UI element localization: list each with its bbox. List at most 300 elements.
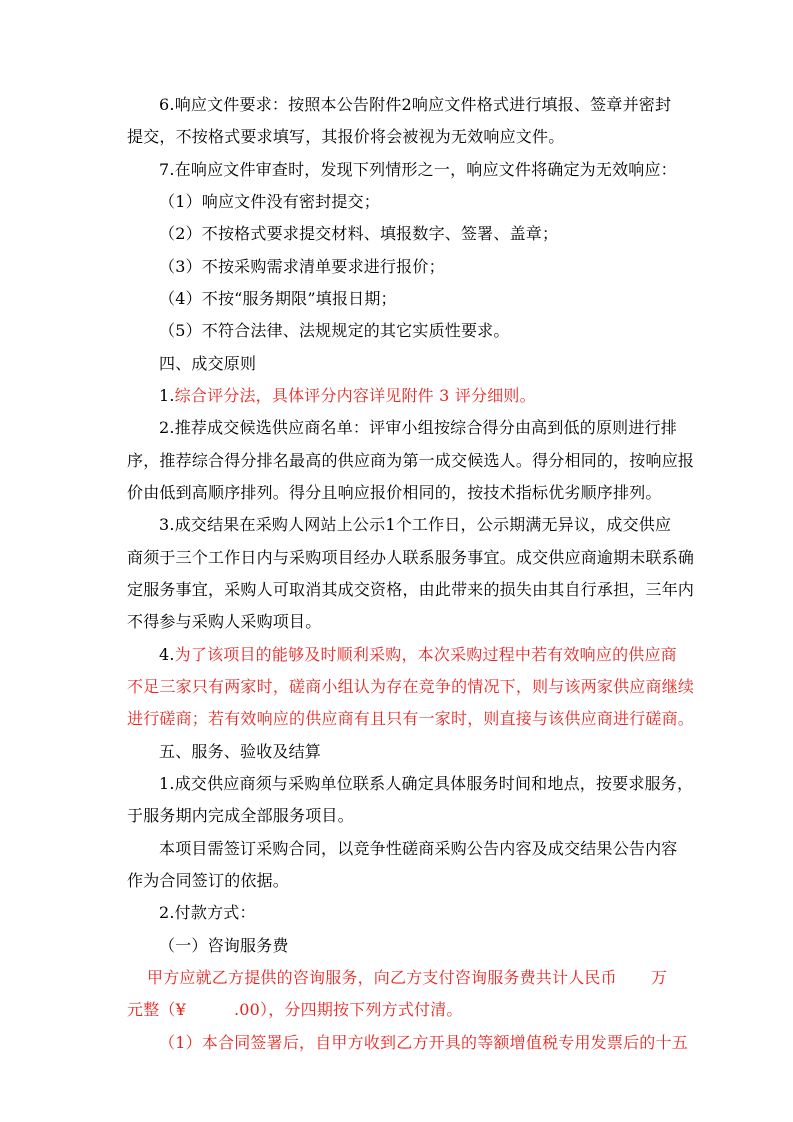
glyph: 本 [320,95,337,114]
glyph: 采 [255,515,272,534]
glyph: 无 [541,515,558,534]
glyph: 要 [612,774,629,793]
glyph: 。 [499,548,516,567]
glyph: 行 [644,418,661,437]
glyph: 交 [532,548,549,567]
glyph: 的 [461,1033,478,1052]
glyph: 需 [207,839,224,858]
glyph: 荐 [175,451,192,470]
glyph: 人 [256,580,273,599]
glyph: 人 [386,548,403,567]
glyph: 目 [191,839,208,858]
glyph: 高 [305,451,322,470]
glyph: 交 [564,839,581,858]
glyph: 报 [677,451,695,470]
glyph: 事 [175,580,192,599]
glyph: 应 [564,548,581,567]
list-item: （5）不符合法律、法规规定的其它实质性要求。 [159,321,510,340]
glyph: 的 [483,580,500,599]
glyph: . [169,95,175,114]
glyph: 章 [606,95,623,114]
glyph: 则 [532,677,549,696]
glyph: 网 [304,515,321,534]
glyph: 的 [321,451,338,470]
glyph: 事 [467,548,484,567]
glyph: 6 [159,95,170,114]
glyph: 作 [428,515,445,534]
glyph: 内 [499,839,516,858]
glyph: 成 [547,839,565,858]
glyph: 在 [239,515,256,534]
glyph: 商 [580,548,597,567]
glyph: 结 [580,839,597,858]
glyph: 服 [644,774,661,793]
glyph: 购 [240,580,257,599]
glyph: 系 [661,548,678,567]
glyph: 方 [412,1033,429,1052]
glyph: 联 [352,774,370,793]
glyph: 与 [548,677,565,696]
glyph: 果 [223,515,240,534]
glyph: 并 [622,95,639,114]
glyph: 项 [321,548,338,567]
glyph: ， [272,677,290,696]
glyph: 与 [271,774,289,793]
glyph: 按 [288,95,305,114]
glyph: 同 [304,839,322,858]
glyph: 购 [272,839,289,858]
paragraph-line [159,774,694,794]
glyph: 未 [629,548,646,567]
paragraph-line [159,95,672,115]
glyph: 按 [595,774,613,793]
glyph: 来 [467,580,484,599]
glyph: 两 [224,677,241,696]
glyph: 要 [239,95,256,114]
glyph: 日 [444,515,461,534]
glyph: 低 [563,418,580,437]
glyph: 确 [401,774,418,793]
glyph: 下 [499,677,516,696]
glyph: 商 [304,418,321,437]
glyph: 成 [515,548,533,567]
glyph: 失 [515,580,533,599]
paragraph-line: 作为合同签订的依据。 [127,871,290,890]
glyph: 磋 [289,677,306,696]
glyph: 商 [370,451,387,470]
glyph: 方 [347,1033,364,1052]
glyph: 本 [159,839,176,858]
glyph: 在 [402,677,419,696]
glyph: ， [321,839,338,858]
glyph: 其 [321,580,338,599]
paragraph-line [127,548,695,568]
glyph: ， [590,515,607,534]
glyph: 足 [143,677,160,696]
sub-heading: 2.付款方式： [159,903,256,922]
glyph: 务 [482,774,499,793]
glyph: 消 [305,580,322,599]
glyph: 推 [174,418,191,437]
glyph: 2 [401,95,412,114]
glyph: 定 [417,774,434,793]
list-item: （4）不按“服务期限”填报日期； [159,289,397,308]
glyph: 以 [337,839,354,858]
glyph: 公 [352,515,370,534]
glyph: 性 [385,839,403,858]
glyph: 值 [525,1033,543,1052]
glyph: 。 [515,451,533,470]
glyph: 响 [411,95,429,114]
glyph: 为 [370,677,387,696]
glyph: 上 [336,515,353,534]
glyph: 果 [596,839,613,858]
glyph: 及 [531,839,548,858]
glyph: 应 [654,515,672,534]
glyph: 点 [563,774,580,793]
glyph: 个 [191,548,209,567]
glyph: 推 [159,451,176,470]
glyph: 单 [320,774,337,793]
glyph: 承 [596,580,614,599]
glyph: 办 [370,548,387,567]
highlighted-line [127,677,695,697]
glyph: 合 [208,451,225,470]
sub-heading: （一）咨询服务费 [159,936,289,955]
glyph: 供 [207,774,224,793]
glyph: 人 [385,774,402,793]
glyph: 购 [305,548,322,567]
glyph: ， [402,580,419,599]
glyph: 得 [532,451,549,470]
glyph: 件 [460,95,477,114]
glyph: （ [159,1033,176,1052]
glyph: 分 [240,451,257,470]
glyph: 宜 [191,580,209,599]
glyph: 须 [255,774,272,793]
glyph: 票 [606,1033,624,1052]
glyph: 到 [380,1033,397,1052]
glyph: 综 [191,451,209,470]
glyph: 填 [541,95,558,114]
glyph: 工 [208,548,225,567]
glyph: 经 [353,548,371,567]
glyph: 体 [450,774,467,793]
glyph: 名 [320,418,337,437]
item-number: 1. [159,386,175,405]
glyph: 作 [224,548,241,567]
highlighted-line [127,1000,463,1020]
section-heading: 四、成交原则 [159,354,257,373]
glyph: 只 [191,677,209,696]
glyph: 分 [498,418,515,437]
glyph: 候 [239,418,256,437]
glyph: 选 [483,451,500,470]
glyph: 应 [288,418,305,437]
glyph: 报 [557,95,574,114]
glyph: 成 [337,580,354,599]
glyph: 分 [548,451,565,470]
glyph: 内 [645,839,662,858]
paragraph-line [127,451,695,471]
glyph: 议 [573,515,591,534]
glyph: 于 [159,548,176,567]
glyph: 十 [655,1033,672,1052]
paragraph-line: 7.在响应文件审查时，发现下列情形之一，响应文件将确定为无效响应： [159,160,677,179]
glyph: 签 [223,839,241,858]
glyph: 相 [564,451,581,470]
glyph: 按 [629,451,646,470]
glyph: 3 [159,515,170,534]
glyph: 格 [476,95,493,114]
amount-suffix: .00），分四期按下列方式付清。 [233,1000,463,1019]
highlighted-line: 进行磋商；若有效响应的供应商有且只有一家时，则直接与该供应商进行磋商。 [127,709,695,728]
glyph: 系 [418,548,435,567]
glyph: 服 [434,548,452,567]
glyph: 资 [370,580,387,599]
glyph: 组 [337,677,354,696]
list-item: （1）响应文件没有密封提交； [159,192,380,211]
section-heading: 五、服务、验收及结算 [159,742,322,761]
glyph: 继 [661,677,678,696]
glyph: 可 [272,580,290,599]
glyph: 到 [547,418,564,437]
glyph: 告 [483,839,500,858]
glyph: 行 [580,580,597,599]
glyph: 排 [660,418,677,437]
item-number: 4. [159,645,175,664]
glyph: ， [208,580,225,599]
glyph: 封 [654,95,672,114]
glyph: 商 [305,677,322,696]
glyph: ： [352,418,370,437]
glyph: 的 [596,451,614,470]
list-item: （3）不按采购需求清单要求进行报价； [159,257,445,276]
glyph: 间 [514,774,532,793]
glyph: ， [629,580,646,599]
glyph: 签 [590,95,607,114]
glyph: 发 [590,1033,607,1052]
glyph: 个 [395,515,412,534]
glyph: 项 [175,839,192,858]
glyph: 开 [428,1033,445,1052]
glyph: ， [515,677,533,696]
glyph: 1 [175,1033,186,1052]
highlighted-text: 综合评分法，具体评分内容详见附件 3 评分细则。 [174,386,536,405]
glyph: 购 [304,774,321,793]
glyph: 等 [477,1033,494,1052]
glyph: 行 [525,95,542,114]
glyph: 1 [385,515,396,534]
glyph: 供 [638,515,655,534]
glyph: 式 [492,95,510,114]
glyph: 宜 [483,548,500,567]
glyph: 第 [402,451,419,470]
glyph: 告 [352,95,370,114]
glyph: 1 [159,774,170,793]
glyph: 合 [466,418,483,437]
glyph: 附 [369,95,386,114]
glyph: 工 [411,515,429,534]
glyph: 购 [450,839,467,858]
glyph: 示 [369,515,386,534]
currency-prefix: 元整（¥ [127,1000,186,1019]
glyph: 、 [573,95,591,114]
highlighted-line: 甲方应就乙方提供的咨询服务，向乙方支付咨询服务费共计人民币 [147,968,617,987]
glyph: 响 [645,451,662,470]
glyph: 须 [143,548,160,567]
glyph: 逾 [596,548,614,567]
glyph: 件 [385,95,402,114]
glyph: 成 [606,515,623,534]
glyph: 候 [467,451,484,470]
glyph: 则 [612,418,629,437]
glyph: 务 [159,580,176,599]
glyph: 应 [629,677,646,696]
glyph: 原 [595,418,613,437]
glyph: 认 [353,677,371,696]
glyph: 家 [596,677,614,696]
glyph: 具 [433,774,451,793]
glyph: 为 [386,451,403,470]
glyph: ） [185,1033,202,1052]
glyph: 小 [401,418,418,437]
glyph: 与 [272,548,290,567]
glyph: 评 [369,418,386,437]
highlighted-line [159,1033,688,1053]
glyph: 交 [451,451,468,470]
glyph: 地 [547,774,564,793]
glyph: 供 [337,451,354,470]
glyph: 得 [482,418,499,437]
glyph: 具 [444,1033,462,1052]
glyph: 单 [336,418,353,437]
glyph: 由 [532,580,549,599]
paragraph-line [159,515,672,535]
glyph: 甲 [331,1033,348,1052]
glyph: 磋 [402,839,419,858]
glyph: 供 [548,548,565,567]
glyph: 采 [256,839,273,858]
glyph: 其 [548,580,565,599]
glyph: 三 [645,580,662,599]
glyph: 公 [476,515,493,534]
glyph: 服 [466,774,483,793]
highlighted-text: 为了该项目的能够及时顺利采购，本次采购过程中若有效响应的供应商 [174,645,677,664]
glyph: . [169,418,175,437]
amount-unit: 万 [651,968,668,987]
list-item: （2）不按格式要求提交材料、填报数字、签署、盖章； [159,224,559,243]
glyph: ， [299,1033,316,1052]
glyph: 时 [256,677,273,696]
glyph: 自 [315,1033,332,1052]
glyph: 家 [240,677,257,696]
glyph: 争 [434,677,452,696]
glyph: 担 [613,580,630,599]
glyph: 确 [677,548,695,567]
paragraph-line: 提交，不按格式要求填写，其报价将会被视为无效响应文件。 [127,127,565,146]
glyph: 内 [256,548,273,567]
glyph: 务 [451,548,468,567]
paragraph-line [159,418,677,438]
glyph: 人 [288,515,305,534]
glyph: 选 [255,418,272,437]
paragraph-line [159,645,677,665]
glyph: 文 [444,95,461,114]
glyph: 商 [418,839,435,858]
glyph: . [169,774,175,793]
glyph: 联 [402,548,419,567]
glyph: 站 [320,515,337,534]
glyph: 合 [218,1033,235,1052]
glyph: 容 [661,839,678,858]
glyph: 交 [223,418,240,437]
glyph: 商 [239,774,256,793]
glyph: 供 [271,418,289,437]
glyph: 五 [671,1033,688,1052]
glyph: 成 [174,774,191,793]
glyph: 额 [493,1033,510,1052]
glyph: 采 [289,548,306,567]
glyph: 2 [159,418,170,437]
glyph: 由 [418,580,435,599]
glyph: 进 [509,95,526,114]
glyph: 得 [224,451,241,470]
glyph: 响 [174,95,191,114]
glyph: 的 [639,1033,656,1052]
glyph: 的 [579,418,596,437]
glyph: 公 [466,839,484,858]
glyph: 应 [661,451,678,470]
glyph: 竞 [353,839,370,858]
glyph: ， [613,451,630,470]
glyph: 应 [223,774,240,793]
glyph: 审 [385,418,402,437]
glyph: 况 [483,677,500,696]
glyph: 采 [224,580,241,599]
glyph: ， [460,515,477,534]
paragraph-line [159,386,536,406]
glyph: 定 [127,580,144,599]
glyph: 本 [201,1033,218,1052]
glyph: 高 [531,418,548,437]
glyph: 情 [467,677,484,696]
glyph: 综 [450,418,467,437]
glyph: 商 [127,548,144,567]
paragraph-line [127,580,695,600]
glyph: 年 [661,580,678,599]
glyph: 续 [677,677,695,696]
glyph: 家 [175,677,192,696]
glyph: 最 [289,451,306,470]
glyph: 人 [499,451,516,470]
glyph: 异 [557,515,574,534]
paragraph-line: 价由低到高顺序排列。得分且响应报价相同的，按技术指标优劣顺序排列。 [127,483,662,502]
glyph: 交 [622,515,639,534]
glyph: 目 [337,548,354,567]
paragraph-line: 于服务期内完成全部服务项目。 [127,806,354,825]
glyph: 签 [250,1033,267,1052]
glyph: 该 [564,677,581,696]
glyph: 商 [645,677,662,696]
glyph: 系 [369,774,386,793]
glyph: 件 [223,95,240,114]
glyph: 服 [143,580,160,599]
glyph: 和 [531,774,548,793]
glyph: 名 [272,451,290,470]
glyph: 照 [304,95,321,114]
glyph: 荐 [190,418,208,437]
